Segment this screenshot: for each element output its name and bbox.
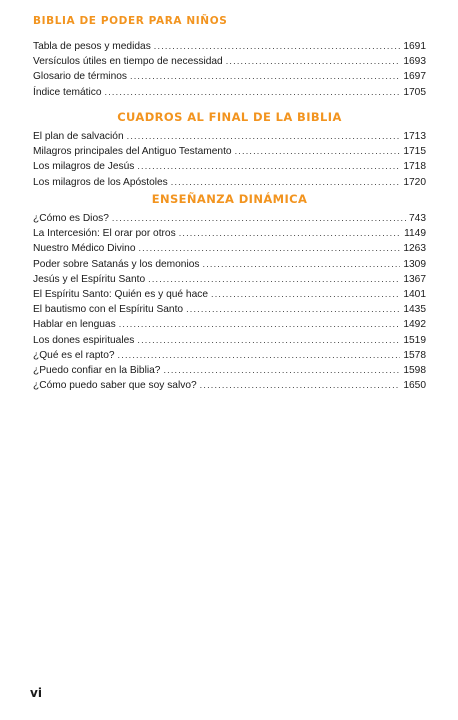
toc-entry-title: Tabla de pesos y medidas xyxy=(33,41,151,52)
toc-entry-title: ¿Cómo es Dios? xyxy=(33,213,109,224)
toc-entry-page: 1718 xyxy=(403,161,426,173)
toc-entry[interactable] xyxy=(33,69,426,84)
dot-leader xyxy=(203,257,401,272)
toc-entry[interactable] xyxy=(33,39,426,54)
dot-leader xyxy=(226,54,401,69)
dot-leader xyxy=(127,129,401,144)
toc-entry[interactable] xyxy=(33,333,426,348)
toc-entry[interactable] xyxy=(33,363,426,378)
toc-entry-title: Jesús y el Espíritu Santo xyxy=(33,273,146,285)
dot-leader xyxy=(130,69,400,84)
toc-entry-page: 743 xyxy=(409,213,426,224)
toc-entry[interactable] xyxy=(33,287,426,302)
toc-entry[interactable] xyxy=(33,272,426,287)
dot-leader xyxy=(112,211,406,226)
dot-leader xyxy=(137,333,400,348)
dot-leader xyxy=(138,241,400,256)
toc-entry-title: Versículos útiles en tiempo de necessidad xyxy=(33,56,223,68)
toc-entry-title: Hablar en lenguas xyxy=(33,319,116,331)
section-heading: CUADROS AL FINAL DE LA BIBLIA xyxy=(117,110,342,124)
toc-entry-page: 1519 xyxy=(403,334,426,346)
toc-entry[interactable] xyxy=(33,302,426,317)
toc-entry-page: 1435 xyxy=(403,304,426,316)
toc-entry-title: El plan de salvación xyxy=(33,131,124,142)
toc-entry[interactable] xyxy=(33,85,426,100)
toc-entry[interactable] xyxy=(33,144,426,159)
toc-entry[interactable] xyxy=(33,348,426,363)
toc-entry-page: 1401 xyxy=(403,288,426,300)
toc-entry-title: Índice temático xyxy=(33,86,102,98)
toc-entry-page: 1697 xyxy=(403,71,426,83)
toc-entry-title: El Espíritu Santo: Quién es y qué hace xyxy=(33,288,208,300)
toc-entry[interactable] xyxy=(33,159,426,174)
toc-entry-title: ¿Qué es el rapto? xyxy=(33,349,115,361)
dot-leader xyxy=(179,226,401,241)
toc-entry-title: Los dones espirituales xyxy=(33,334,135,346)
dot-leader xyxy=(235,144,401,159)
toc-entry[interactable] xyxy=(33,129,426,144)
toc-entry-title: ¿Puedo confiar en la Biblia? xyxy=(33,364,161,376)
toc-entry-page: 1691 xyxy=(403,41,426,52)
toc-entry-title: ¿Cómo puedo saber que soy salvo? xyxy=(33,380,197,392)
toc-entry-title: Glosario de términos xyxy=(33,71,127,83)
toc-entry-page: 1705 xyxy=(403,86,426,98)
toc-entry-page: 1715 xyxy=(403,146,426,158)
dot-leader xyxy=(163,363,400,378)
dot-leader xyxy=(211,287,400,302)
dot-leader xyxy=(105,85,401,100)
toc-entry-title: Los milagros de los Apóstoles xyxy=(33,176,168,188)
toc-entry-title: Poder sobre Satanás y los demonios xyxy=(33,258,200,270)
toc-entry[interactable] xyxy=(33,257,426,272)
toc-entry-title: La Intercesión: El orar por otros xyxy=(33,228,176,240)
toc-entry-title: Los milagros de Jesús xyxy=(33,161,135,173)
toc-entry-page: 1149 xyxy=(404,228,426,240)
toc-entry-page: 1650 xyxy=(403,380,426,392)
dot-leader xyxy=(119,317,401,332)
toc-entry-page: 1598 xyxy=(403,364,426,376)
toc-section-cuadros xyxy=(33,110,426,190)
toc-entry-page: 1720 xyxy=(403,176,426,188)
toc-section-ensenanza xyxy=(33,192,426,393)
toc-entry-page: 1263 xyxy=(403,243,426,255)
toc-entry-page: 1309 xyxy=(403,258,426,270)
toc-entry-title: Milagros principales del Antiguo Testamento xyxy=(33,146,232,158)
toc-entry-title: Nuestro Médico Divino xyxy=(33,243,136,255)
toc-entry-page: 1578 xyxy=(403,349,426,361)
dot-leader xyxy=(171,175,401,190)
toc-entry[interactable] xyxy=(33,226,426,241)
toc-entry-title: El bautismo con el Espíritu Santo xyxy=(33,304,184,316)
toc-entry[interactable] xyxy=(33,175,426,190)
toc-entry-page: 1492 xyxy=(403,319,426,331)
running-head: BIBLIA DE PODER PARA NIÑOS xyxy=(33,15,228,27)
toc-entry[interactable] xyxy=(33,54,426,69)
dot-leader xyxy=(137,159,400,174)
toc-entry-page: 1693 xyxy=(403,56,426,68)
toc-entry[interactable] xyxy=(33,317,426,332)
dot-leader xyxy=(200,378,401,393)
toc-entry[interactable] xyxy=(33,241,426,256)
page-number: vi xyxy=(30,686,42,700)
toc-list-top xyxy=(33,39,426,100)
toc-entry-page: 1367 xyxy=(403,273,426,285)
dot-leader xyxy=(154,39,401,54)
section-heading: ENSEÑANZA DINÁMICA xyxy=(151,192,308,206)
toc-entry[interactable] xyxy=(33,211,426,226)
toc-entry[interactable] xyxy=(33,378,426,393)
dot-leader xyxy=(118,348,401,363)
toc-entry-page: 1713 xyxy=(403,131,426,142)
dot-leader xyxy=(186,302,400,317)
dot-leader xyxy=(148,272,400,287)
